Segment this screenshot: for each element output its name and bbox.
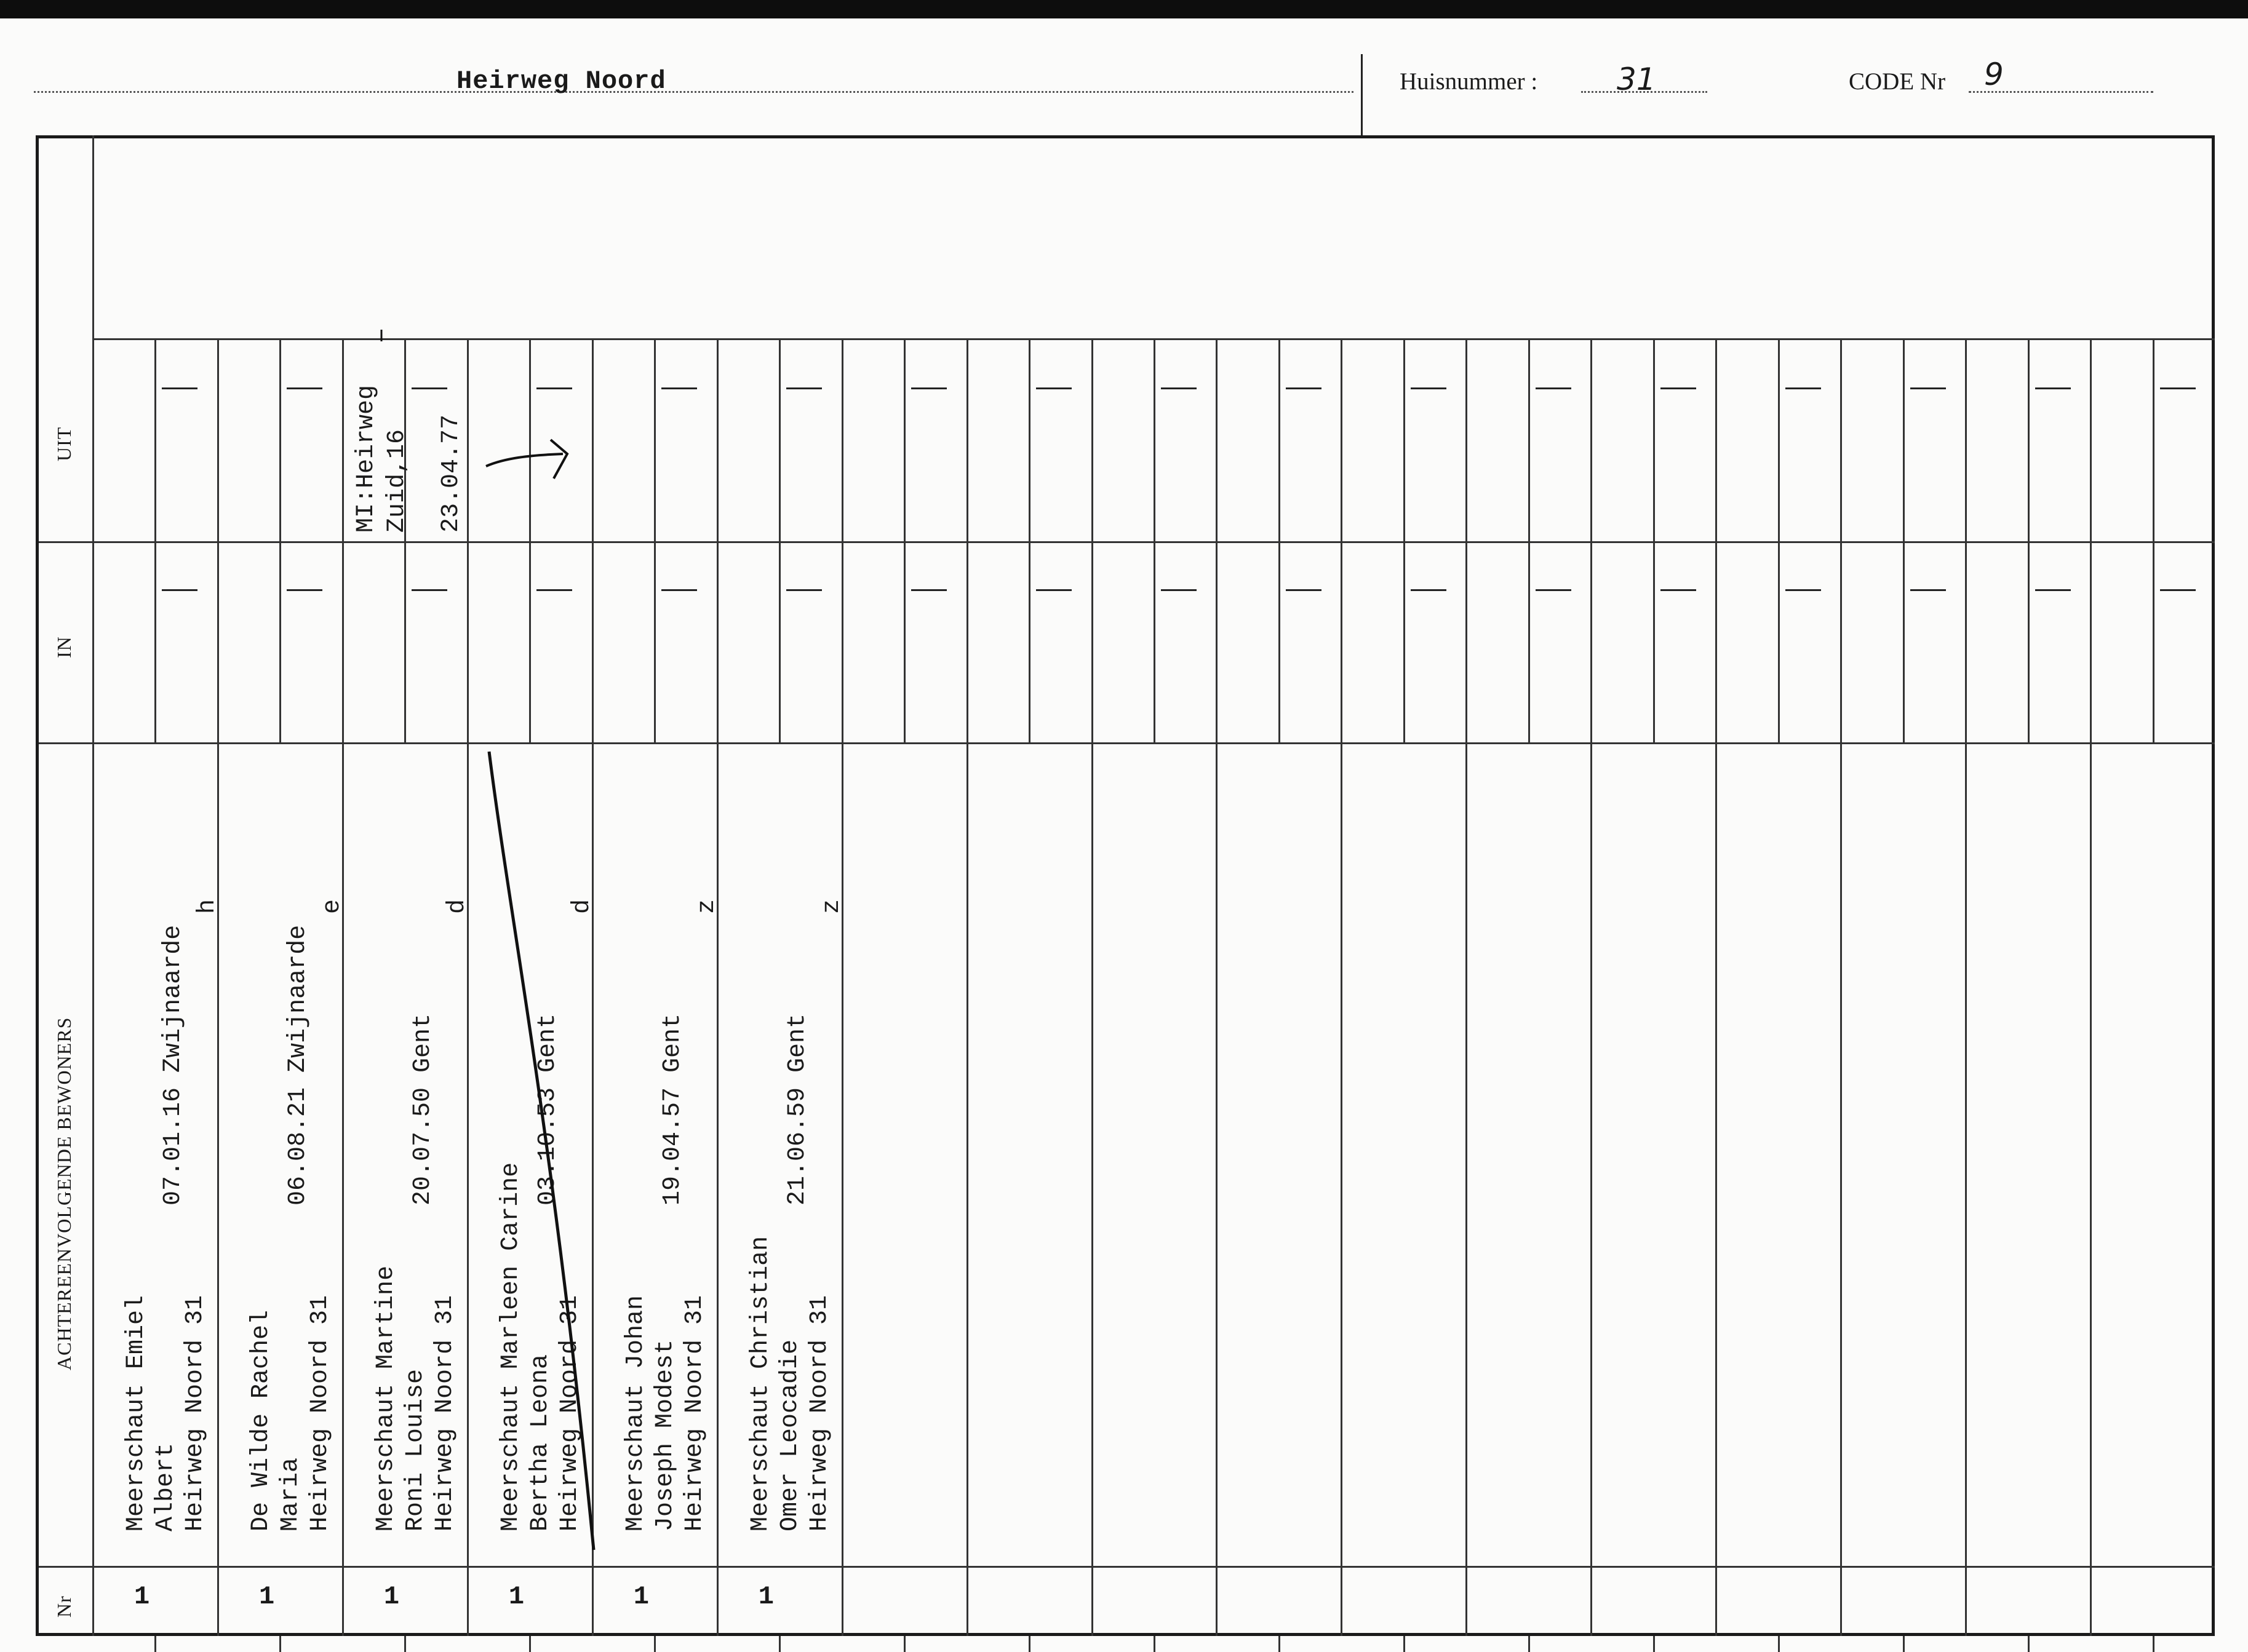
birth-place: Gent <box>409 1013 437 1073</box>
resident-line: Meerschaut Christian <box>746 1236 775 1531</box>
row-label-residents: ACHTEREENVOLGENDE BEWONERS <box>53 1017 75 1370</box>
resident-nr: 1 <box>508 1582 525 1611</box>
resident-line: Omer Leocadie <box>776 1339 804 1531</box>
birth-date: 20.07.50 <box>409 1087 437 1205</box>
resident-status-mark: d <box>443 899 471 914</box>
resident-nr: 1 <box>633 1582 649 1611</box>
resident-line: Heirweg Noord 31 <box>306 1295 334 1531</box>
resident-nr: 1 <box>134 1582 150 1611</box>
row-label-uit: UIT <box>53 426 75 461</box>
birth-place: Zwijnaarde <box>159 924 187 1073</box>
resident-line: Heirweg Noord 31 <box>556 1295 584 1531</box>
row-label-in: IN <box>53 636 75 658</box>
birth-place: Zwijnaarde <box>284 924 312 1073</box>
resident-line: Heirweg Noord 31 <box>805 1295 834 1531</box>
arrow-shaft <box>486 454 563 466</box>
resident-status-mark: h <box>194 899 221 914</box>
resident-nr: 1 <box>383 1582 400 1611</box>
birth-place: Gent <box>658 1013 687 1073</box>
birth-date: 06.08.21 <box>284 1087 312 1205</box>
resident-line: Heirweg Noord 31 <box>680 1295 709 1531</box>
resident-line: Joseph Modest <box>651 1339 679 1531</box>
street-name: Heirweg Noord <box>456 66 666 96</box>
code-value: 9 <box>1984 57 2004 92</box>
resident-line: Meerschaut Marleen Carine <box>496 1162 525 1531</box>
birth-date: 07.01.16 <box>159 1087 187 1205</box>
resident-nr: 1 <box>258 1582 275 1611</box>
strike-line <box>489 752 594 1550</box>
arrow-head <box>551 440 567 479</box>
resident-status-mark: z <box>693 899 721 914</box>
uit-address-line2: Zuid,16 <box>383 429 411 533</box>
resident-line: Heirweg Noord 31 <box>181 1295 209 1531</box>
birth-date: 03.10.53 <box>533 1087 562 1205</box>
resident-line: Heirweg Noord 31 <box>431 1295 459 1531</box>
resident-status-mark: e <box>318 899 346 914</box>
resident-line: Bertha Leona <box>526 1354 554 1531</box>
resident-status-mark: z <box>818 899 846 914</box>
birth-date: 19.04.57 <box>658 1087 687 1205</box>
code-label: CODE Nr <box>1849 68 1946 95</box>
resident-line: Albert <box>152 1442 180 1531</box>
resident-line: Maria <box>276 1457 305 1531</box>
resident-nr: 1 <box>758 1582 774 1611</box>
house-number-label: Huisnummer : <box>1400 68 1538 95</box>
uit-date: 23.04.77 <box>437 414 465 533</box>
resident-line: Meerschaut Martine <box>372 1265 400 1531</box>
birth-place: Gent <box>533 1013 562 1073</box>
resident-line: De Wilde Rachel <box>247 1309 275 1531</box>
resident-line: Meerschaut Johan <box>621 1295 650 1531</box>
resident-status-mark: d <box>568 899 596 914</box>
row-label-nr: Nr <box>53 1595 75 1618</box>
resident-line: Meerschaut Emiel <box>122 1295 150 1531</box>
birth-date: 21.06.59 <box>783 1087 811 1205</box>
house-number-value: 31 <box>1617 62 1656 97</box>
birth-place: Gent <box>783 1013 811 1073</box>
resident-line: Roni Louise <box>401 1368 429 1531</box>
uit-address-line1: MI:Heirweg <box>353 384 380 533</box>
